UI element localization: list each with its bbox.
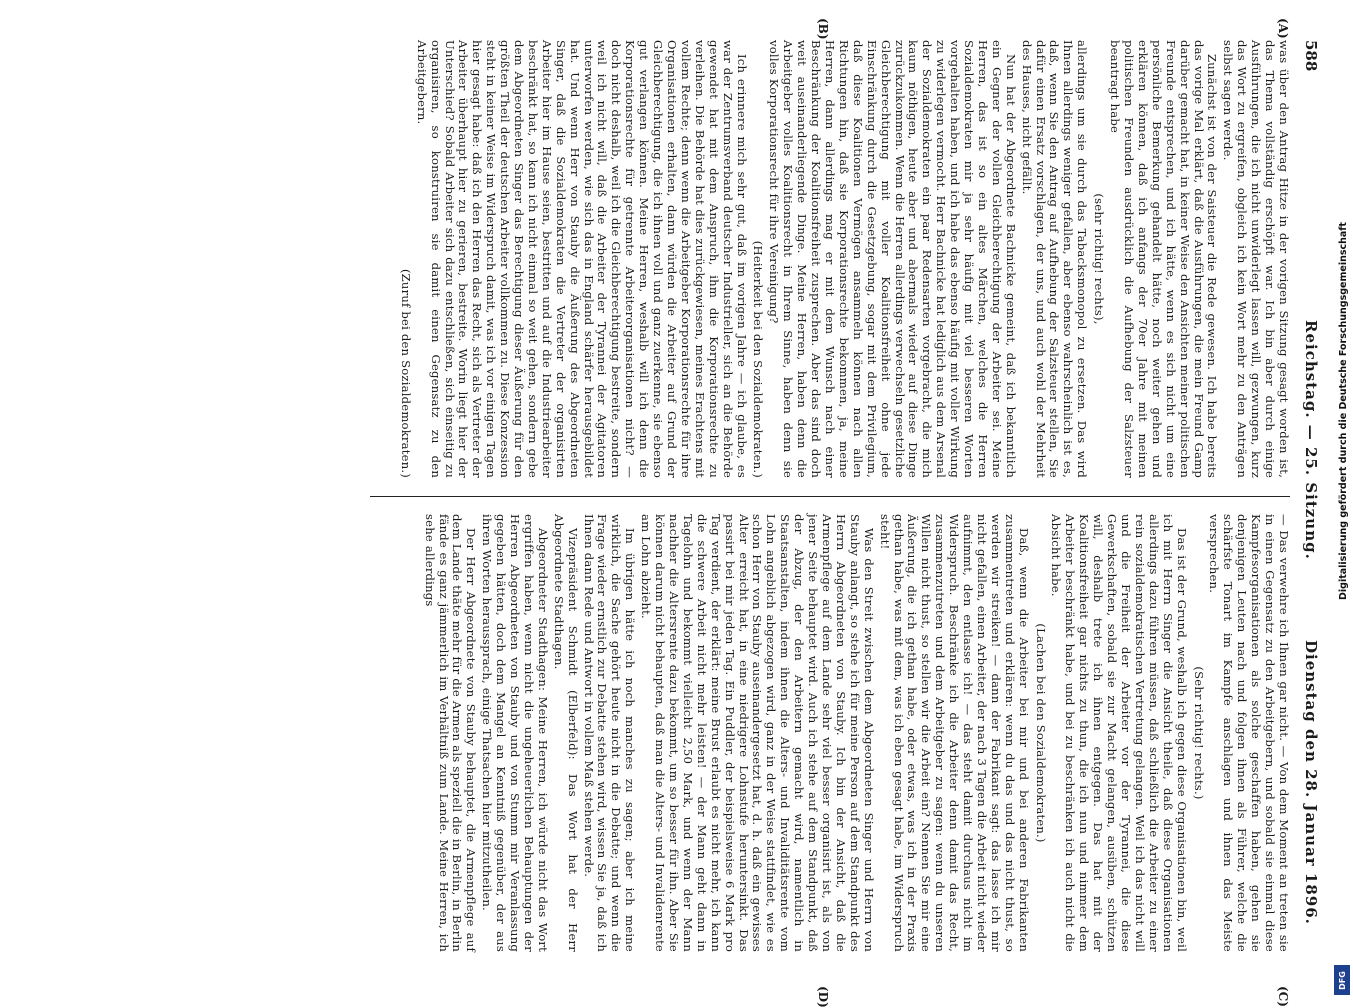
paragraph: Daß, wenn die Arbeiter bei mir und bei anderen Fabrikanten zusammentreten und erklären: wenn du das und das nicht thust, so werden wir streiken! — dann der Fabrikant sagt: das lasse ich mir nicht gefallen, einen Arbeiter, der nach 3 Tagen die Arbeit nicht wieder aufnimmt, den entlasse ich! — das steht damit durchaus nicht im Widerspruch. Beschränke ich die Arbeiter denn damit das Recht, zusammenzutreten und dem Arbeitgeber zu sagen: wenn du unseren Willen nicht thust, so stellen wir die Arbeit ein? Nennen Sie mir eine Äußerung, die ich gethan habe, oder etwas, was ich in der Praxis gethan habe, was mit dem, was ich eben gesagt habe, im Widerspruch steht! [877,514,1031,952]
paragraph: (sehr richtig! rechts), [1092,193,1107,325]
paragraph: Vizepräsident Schmidt (Elberfeld): Das Wort hat der Herr Abgeordnete Stadthagen. [551,514,580,952]
dfg-logo-icon [1334,965,1350,995]
page-number: 588 [1302,40,1320,72]
paragraph: Abgeordneter Stadthagen: Meine Herren, ich würde nicht das Wort ergriffen haben, wenn nicht die ungeheuerlichen Behauptungen der Herren Abgeordneten von Stauby und von Stumm mir Veranlassung gegeben hätten, doch dem Mangel an Kenntniß gegenüber, der aus ihren Worten heraussprach, einige Thatsachen hier mitzutheilen. [480,514,550,952]
paragraph: Im übrigen hätte ich noch manches zu sagen; aber ich meine wirklich, die Sache gehört heute nicht in die Debatte; und wenn die Frage wieder ernstlich zur Debatte stehen wird, wissen Sie ja, daß ich Ihnen dann Rede und Antwort in vollem Maß stehen werde. [581,514,638,952]
margin-marker-c: (C) [1276,986,1290,1007]
paragraph: (Lachen bei den Sozialdemokraten.) [1033,623,1048,843]
paragraph: — Das verwehre ich Ihnen gar nicht. — Von dem Moment an treten sie in einen Gegensatz zu den Arbeitgebern, und sobald sie einmal diese Kampfesorganisationen als solche geschaffen haben, gehen sie denjenigen Leuten nach und folgen ihnen als Führer, welche die schärfste Tonart im Kampfe anschlagen und ihnen das Meiste versprechen. [1207,514,1291,952]
margin-marker-b: (B) [816,18,830,40]
header-date: Dienstag den 28. Januar 1896. [1302,640,1320,925]
paragraph: allerdings um sie durch das Tabacksmonopol zu ersetzen. Das wird Ihnen allerdings weniger gefallen, aber ebenso wahrscheinlich ist es, daß, wenn Sie den Antrag auf Aufhebung der Salzsteuer stellen, Sie dafür einen Ersatz vorschlagen, der uns, und auch wohl der Mehrheit des Hauses, nicht gefällt. [1019,40,1090,478]
right-column [420,514,1290,952]
paragraph: Zunächst ist von der Saisteuer die Rede gewesen. Ich habe bereits das vorige Mal erklärt, daß die Ausführungen, die mein Freund Gamp darüber gemacht hat, in keiner Weise den Ansichten meiner politischen Freunde entsprechen, und ich hätte, wenn es sich nicht um eine persönliche Bemerkung gehandelt hätte, noch weiter gehen und erklären können, daß ich anfangs der 70er Jahre mit meinen politischen Freunden ausdrücklich die Aufhebung der Salzsteuer beantragt habe [1108,40,1220,478]
dfg-logo-text: DFG [1337,970,1347,990]
margin-marker-d: (D) [816,986,830,1008]
paragraph: was über den Antrag Hitze in der vorigen Sitzung gesagt worden ist, das Thema vollständig erschöpft war. Ich bin aber durch einige Ausführungen, die ich nicht unwiderlegt lassen will, gezwungen, kurz das Wort zu ergreifen, obgleich ich kein Wort mehr zu den Anträgen selbst sagen werde. [1221,40,1291,478]
margin-marker-a: (A) [1276,18,1290,39]
left-column [395,40,1290,478]
paragraph: Nun hat der Abgeordnete Bachnicke gemeint, daß ich bekanntlich ein Gegner der vollen Gleichberechtigung der Arbeiter sei. Meine Herren, das ist so ein altes Märchen, welches die Herren Sozialdemokraten mir ja sehr häufig mit viel besseren Worten vorgehalten haben, und ich habe das ebenso häufig mit voller Wirkung zu widerlegen vermocht. Herr Bachnicke hat lediglich aus dem Arsenal der Sozialdemokraten ein paar Redensarten vorgebracht, die mich kaum nöthigen, heute aber und abermals wieder auf diese Dinge zurückzukommen. Wenn die Herren allerdings verwechseln gesetzliche Gleichberechtigung mit voller Koalitionsfreiheit ohne jede Einschränkung durch die Gesetzgebung, sogar mit dem Privilegium, daß diese Koalitionen Vermögen ansammeln können nach allen Richtungen hin, daß sie Korporationsrechte bekommen, ja, meine Herren, dann allerdings mag er mit dem Wunsch nach einer Beschränkung der Koalitionsfreiheit zusprechen. Aber das sind doch weit auseinanderliegende Dinge. Meine Herren, haben denn die Arbeitgeber volles Koalitionsrecht in Ihrem Sinne, haben denn sie volles Korporationsrecht für ihre Vereinigung? [767,40,1018,478]
rotated-page [20,18,1320,1008]
paragraph: Der Herr Abgeordnete von Stauby behauptet, die Armenpflege auf dem Lande thäte mehr für die Armen als speziell die in Berlin, in Berlin fände es ganz jämmerlich im Verhältniß zum Lande. Meine Herren, ich sehe allerdings [422,514,479,952]
digitization-note: Digitalisierung gefördert durch die Deutsche Forschungsgemeinschaft [1338,222,1349,600]
column-divider [370,496,1290,497]
paragraph: Ich erinnere mich sehr gut, daß im vorigen Jahre — ich glaube, es war der Zentrumsverband deutscher Industrieller, sich an die Behörde gewendet hat mit dem Anspruch, ihm die Korporationsrechte zu verleihen. Die Behörde hat dies zurückgewiesen, meines Erachtens mit vollem Rechte; denn wenn die Arbeitgeber Korporationsrechte für ihre Organisationen erhalten, dann würden die Arbeiter auf Grund der Gleichberechtigung, die ich ihnen voll und ganz zuerkenne, sie ebenso gut verlangen können. Meine Herren, weshalb will ich denn die Korporationsrechte für getrennte Arbeiterorganisationen nicht? — doch nicht deshalb, weil ich die Gleichberechtigung bestreite, sondern weil ich nicht will, daß die Arbeiter der Tyrannei der Agitatoren unterworfen werden, wie sich das in England schärfer herausgebildet hat. Und wenn Herr von Stauby die Äußerung des Abgeordneten Singer, daß die Sozialdemokraten die Vertreter der organisirten Arbeiter hier im Hause seien, bestritten und auf die Industriearbeiter beschränkt hat, so kann ich nicht einmal so weit gehen, sondern gebe dem Abgeordneten Singer das Berechtigung dieser Äußerung für den größten Theil der deutschen Arbeiter vollkommen zu. Diese Konzession steht in keiner Weise im Widerspruch damit, was ich vor einigen Tagen hier gesagt habe: daß ich den Herren das Recht, sich als Vertreter der Arbeiter überhaupt hier zu gerieren, bestreite. Worin liegt hier der Unterschied? Sobald Arbeiter sich dazu entschließen, sich einseitig zu organisiren, so konstruiren sie damit einen Gegensatz zu den Arbeitgebern. [414,40,749,478]
paragraph: Was den Streit zwischen dem Abgeordneten Singer und Herrn von Stauby anlangt, so stehe ich für meine Person auf dem Standpunkt des Herrn Abgeordneten von Stauby. Ich bin der Ansicht, daß die Armenpflege auf dem Lande sehr viel besser organisirt ist, als von jener Seite behauptet wird. Auch ich stehe auf dem Standpunkt, daß der Abzug, der den Arbeitern gemacht wird, namentlich in Staatsanstalten, indem ihnen die Alters- und Invaliditätsrente vom Lohn angeblich abgezogen wird, ganz in der Weise stattfindet, wie es schon Herr von Stauby auseinandergesetzt hat, d. h. daß ein gewisses Alter erreicht hat, in eine niedrigere Lohnstufe heruntersinkt. Das passirt bei mir jeden Tag. Ein Puddler, der beispielsweise 6 Mark pro Tag verdient, der erklärt: meine Brust erlaubt es nicht mehr, ich kann die schwere Arbeit nicht mehr leisten! — der Mann geht dann in Tagelohn und bekommt vielleicht 2,50 Mark, und wenn der Mann nachher die Altersrente dazu bekommt, um so besser für ihn. Aber Sie können darum nicht behaupten, daß man die Alters- und Invalidenrente am Lohn abzieht. [639,514,876,952]
paragraph: Das ist der Grund, weshalb ich gegen diese Organisationen bin, weil ich mit Herrn Singer die Ansicht theile, daß diese Organisationen allerdings dazu führen müssen, daß schließlich die Arbeiter zu einer rein sozialdemokratischen Vertretung gelangen. Weil ich das nicht will und die Freiheit der Arbeiter vor der Tyrannei, die diese Gewerkschaften, sobald sie zur Macht gelangen, ausüben, schützen will, deshalb trete ich ihnen entgegen. Das hat mit der Koalitionsfreiheit gar nichts zu thun, die ich nun und nimmer dem Arbeiter beschränkt habe, und bei zu beschränken ich auch nicht die Absicht habe. [1049,514,1189,952]
paragraph: (Heiterkeit bei den Sozialdemokraten.) [751,240,766,478]
paragraph: (Zuruf bei den Sozialdemokraten.) [398,268,413,478]
header-session-title: Reichstag. — 25. Sitzung. [1302,320,1320,560]
page-header [1294,40,1320,980]
paragraph: (Sehr richtig! rechts.) [1191,666,1206,800]
